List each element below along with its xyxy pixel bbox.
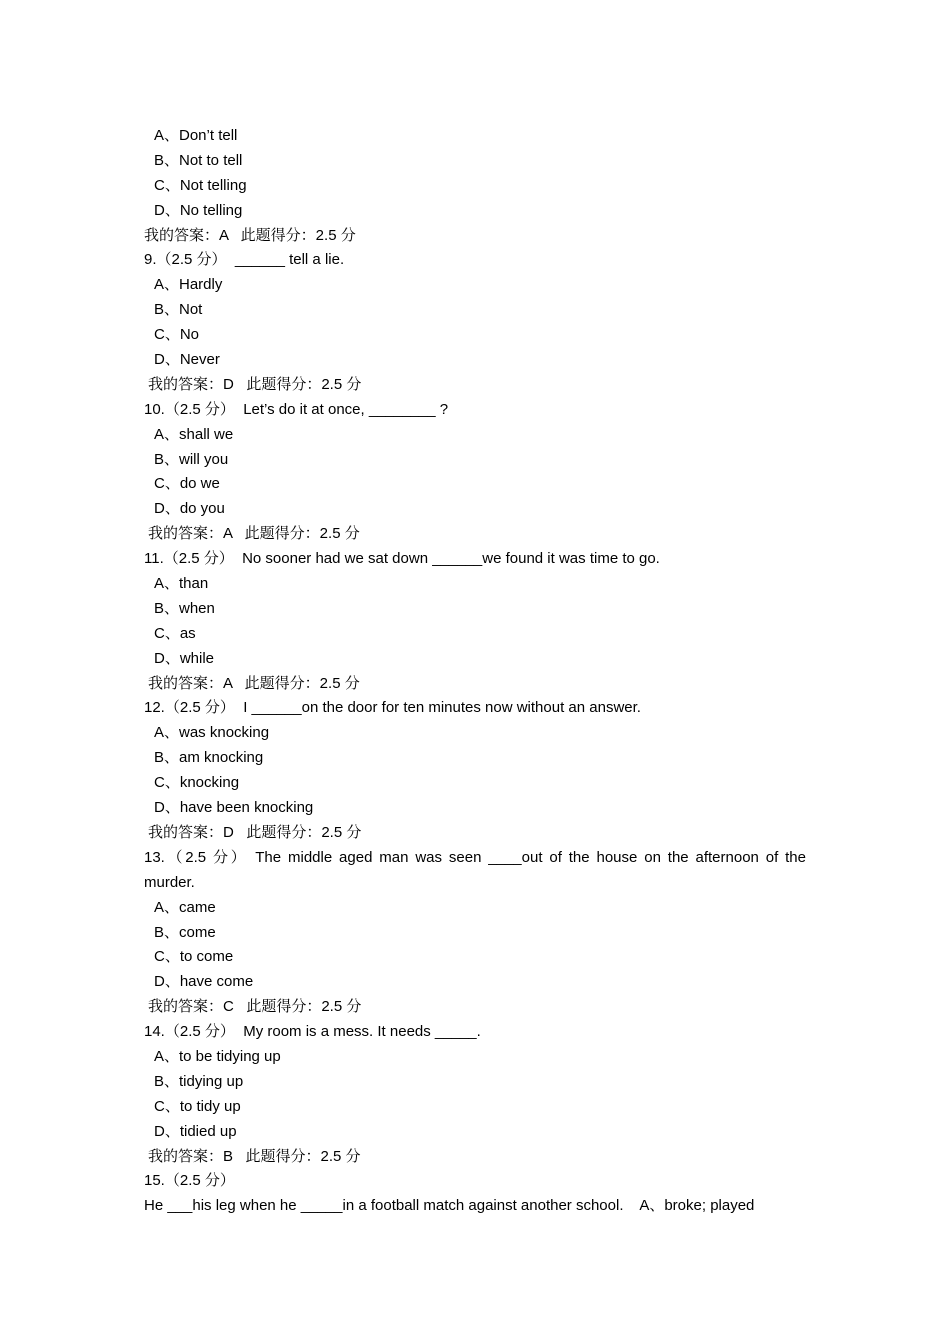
answer-option: B、will you: [154, 450, 229, 468]
document-page: [144, 124, 806, 1219]
answer-option: D、have come: [154, 973, 254, 991]
question-text: 15.（2.5 分）: [144, 1172, 235, 1190]
answer-option: C、do we: [154, 475, 220, 493]
answer-option: A、came: [154, 898, 216, 916]
my-answer-score: 我的答案：D 此题得分：2.5 分: [148, 375, 362, 393]
question-text: He ___his leg when he _____in a football match against another school. A、broke; played: [144, 1197, 755, 1215]
my-answer-score: 我的答案：A 此题得分：2.5 分: [148, 525, 360, 543]
answer-option: D、have been knocking: [154, 799, 314, 817]
answer-option: A、shall we: [154, 425, 234, 443]
answer-option: D、No telling: [154, 201, 243, 219]
my-answer-score: 我的答案：A 此题得分：2.5 分: [144, 226, 356, 244]
answer-option: B、Not: [154, 301, 203, 319]
answer-option: C、to tidy up: [154, 1097, 241, 1115]
answer-option: D、Never: [154, 351, 220, 369]
my-answer-score: 我的答案：C 此题得分：2.5 分: [148, 998, 362, 1016]
answer-option: A、was knocking: [154, 724, 270, 742]
answer-option: A、Don’t tell: [154, 127, 238, 144]
answer-option: C、knocking: [154, 774, 240, 792]
my-answer-score: 我的答案：B 此题得分：2.5 分: [148, 1147, 361, 1165]
answer-option: C、as: [154, 624, 196, 642]
question-text: 10.（2.5 分） Let’s do it at once, ________ ?: [144, 400, 449, 418]
question-text: 11.（2.5 分） No sooner had we sat down ______we found it was time to go.: [144, 550, 660, 568]
question-text: 13.（2.5 分） The middle aged man was seen ____out of the house on the afternoon of the: [144, 848, 806, 866]
answer-option: C、to come: [154, 948, 234, 966]
answer-option: A、than: [154, 575, 209, 593]
answer-option: C、Not telling: [154, 176, 247, 194]
answer-option: B、am knocking: [154, 749, 264, 767]
answer-option: A、Hardly: [154, 276, 223, 294]
answer-option: B、Not to tell: [154, 151, 243, 169]
answer-option: D、tidied up: [154, 1122, 237, 1140]
answer-option: B、come: [154, 923, 216, 941]
my-answer-score: 我的答案：A 此题得分：2.5 分: [148, 674, 360, 692]
answer-option: B、tidying up: [154, 1072, 244, 1090]
my-answer-score: 我的答案：D 此题得分：2.5 分: [148, 823, 362, 841]
question-text: 14.（2.5 分） My room is a mess. It needs _____.: [144, 1023, 481, 1041]
answer-option: D、do you: [154, 500, 225, 518]
answer-option: B、when: [154, 599, 215, 617]
answer-option: A、to be tidying up: [154, 1047, 281, 1065]
question-text: 9.（2.5 分） ______ tell a lie.: [144, 251, 345, 269]
question-text: 12.（2.5 分） I ______on the door for ten minutes now without an answer.: [144, 699, 641, 717]
answer-option: D、while: [154, 649, 215, 667]
question-text-continued: murder.: [144, 873, 195, 891]
answer-option: C、No: [154, 326, 200, 344]
